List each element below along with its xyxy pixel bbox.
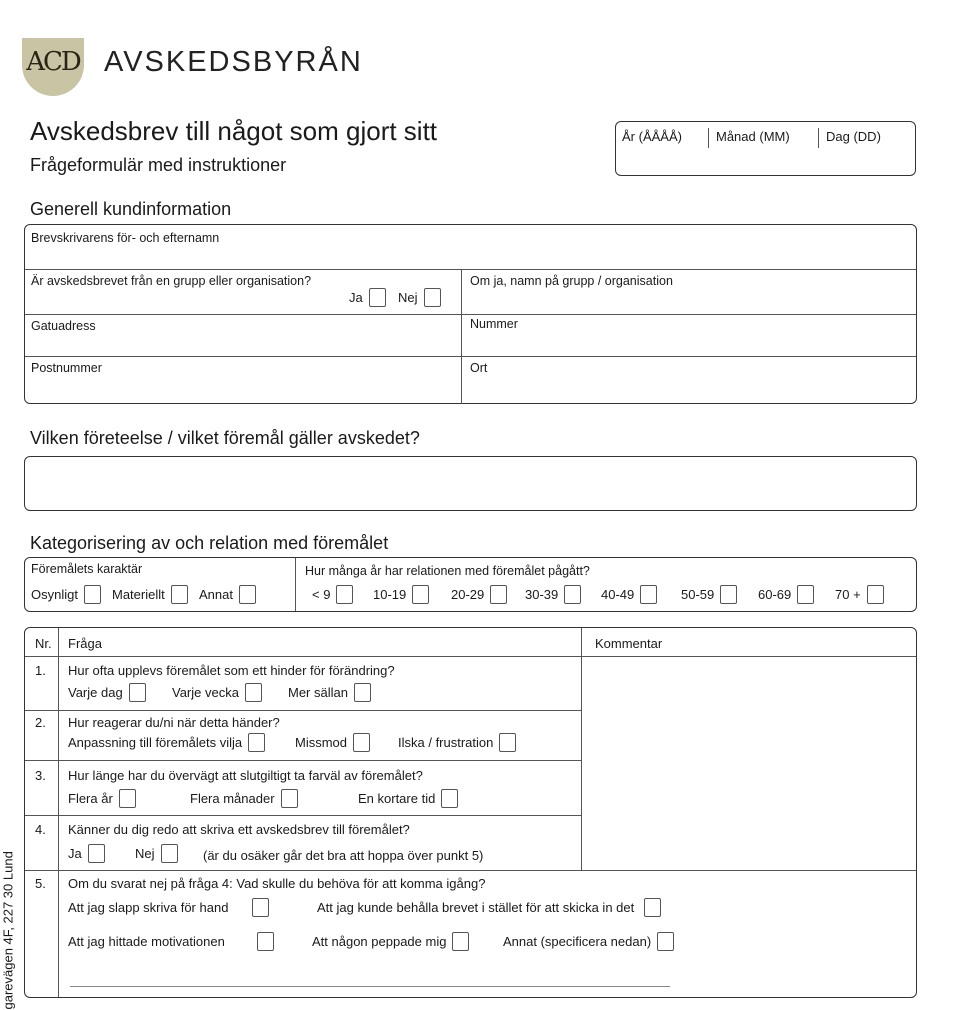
- checkbox[interactable]: [499, 733, 516, 752]
- years-option[interactable]: 30-39: [525, 585, 581, 604]
- question-2-nr: 2.: [35, 715, 46, 730]
- q1-option[interactable]: Mer sällan: [288, 683, 371, 702]
- categorization-heading: Kategorisering av och relation med föremålet: [30, 533, 389, 553]
- checkbox[interactable]: [129, 683, 146, 702]
- row-divider: [25, 269, 916, 270]
- q5-option[interactable]: Att jag kunde behålla brevet i stället för att skicka in det: [317, 898, 661, 917]
- years-option[interactable]: 70 +: [835, 585, 884, 604]
- q1-option[interactable]: Varje vecka: [172, 683, 262, 702]
- years-option[interactable]: 10-19: [373, 585, 429, 604]
- logo-badge: [22, 38, 84, 96]
- col-divider: [461, 269, 462, 404]
- checkbox[interactable]: [441, 789, 458, 808]
- q5-option[interactable]: Annat (specificera nedan): [503, 932, 674, 951]
- date-box[interactable]: [615, 121, 916, 176]
- checkbox[interactable]: [490, 585, 507, 604]
- q4-option[interactable]: Ja: [68, 844, 105, 863]
- date-divider: [708, 128, 709, 148]
- checkbox[interactable]: [281, 789, 298, 808]
- q1-option[interactable]: Varje dag: [68, 683, 146, 702]
- specify-line[interactable]: [70, 986, 670, 987]
- col-divider: [58, 628, 59, 997]
- character-option-invisible[interactable]: Osynligt: [31, 585, 101, 604]
- checkbox[interactable]: [452, 932, 469, 951]
- general-heading: Generell kundinformation: [30, 199, 232, 219]
- col-header-comment: Kommentar: [595, 636, 663, 651]
- years-option[interactable]: < 9: [312, 585, 353, 604]
- checkbox[interactable]: [171, 585, 188, 604]
- checkbox[interactable]: [248, 733, 265, 752]
- question-5-text: Om du svarat nej på fråga 4: Vad skulle du behöva för att komma igång?: [68, 876, 486, 891]
- q3-option[interactable]: Flera år: [68, 789, 136, 808]
- question-4-text: Känner du dig redo att skriva ett avskedsbrev till föremålet?: [68, 822, 410, 837]
- group-name-label: Om ja, namn på grupp / organisation: [470, 274, 673, 288]
- q5-option[interactable]: Att jag hittade motivationen: [68, 932, 274, 951]
- number-label: Nummer: [470, 317, 518, 331]
- q2-option[interactable]: Anpassning till föremålets vilja: [68, 733, 265, 752]
- general-info-box: [24, 224, 917, 404]
- checkbox[interactable]: [657, 932, 674, 951]
- group-question-label: Är avskedsbrevet från en grupp eller organisation?: [31, 274, 312, 288]
- q3-option[interactable]: En kortare tid: [358, 789, 458, 808]
- date-year-label: År (ÅÅÅÅ): [622, 129, 682, 144]
- q2-option[interactable]: Ilska / frustration: [398, 733, 516, 752]
- checkbox[interactable]: [257, 932, 274, 951]
- years-option[interactable]: 50-59: [681, 585, 737, 604]
- checkbox[interactable]: [720, 585, 737, 604]
- character-option-material[interactable]: Materiellt: [112, 585, 188, 604]
- character-label: Föremålets karaktär: [31, 562, 143, 576]
- q3-option[interactable]: Flera månader: [190, 789, 298, 808]
- street-label: Gatuadress: [31, 319, 96, 333]
- checkbox[interactable]: [245, 683, 262, 702]
- q4-note: (är du osäker går det bra att hoppa över punkt 5): [203, 848, 484, 863]
- row-divider: [25, 760, 581, 761]
- object-input-box[interactable]: [24, 456, 917, 511]
- years-option[interactable]: 60-69: [758, 585, 814, 604]
- question-2-text: Hur reagerar du/ni när detta händer?: [68, 715, 280, 730]
- row-divider: [25, 710, 581, 711]
- group-no-option[interactable]: Nej: [398, 288, 441, 307]
- question-5-nr: 5.: [35, 876, 46, 891]
- checkbox[interactable]: [84, 585, 101, 604]
- years-option[interactable]: 20-29: [451, 585, 507, 604]
- questions-table: [24, 627, 917, 998]
- checkbox[interactable]: [119, 789, 136, 808]
- checkbox[interactable]: [239, 585, 256, 604]
- checkbox[interactable]: [640, 585, 657, 604]
- question-1-nr: 1.: [35, 663, 46, 678]
- question-3-nr: 3.: [35, 768, 46, 783]
- character-option-other[interactable]: Annat: [199, 585, 256, 604]
- categorization-box: [24, 557, 917, 612]
- checkbox[interactable]: [336, 585, 353, 604]
- row-divider: [25, 314, 916, 315]
- checkbox[interactable]: [88, 844, 105, 863]
- row-divider: [25, 815, 581, 816]
- page-title: Avskedsbrev till något som gjort sitt: [30, 116, 438, 146]
- question-1-text: Hur ofta upplevs föremålet som ett hinder för förändring?: [68, 663, 395, 678]
- checkbox[interactable]: [353, 733, 370, 752]
- col-header-question: Fråga: [68, 636, 102, 651]
- date-day-label: Dag (DD): [826, 129, 881, 144]
- page-subtitle: Frågeformulär med instruktioner: [30, 155, 287, 175]
- checkbox[interactable]: [644, 898, 661, 917]
- q5-option[interactable]: Att någon peppade mig: [312, 932, 469, 951]
- checkbox[interactable]: [161, 844, 178, 863]
- checkbox[interactable]: [797, 585, 814, 604]
- brand-name: AVSKEDSBYRÅN: [104, 46, 363, 78]
- object-heading: Vilken företeelse / vilket föremål gäller avskedet?: [30, 428, 420, 448]
- side-address: garevägen 4F, 227 30 Lund: [0, 851, 16, 1010]
- q5-option[interactable]: Att jag slapp skriva för hand: [68, 898, 269, 917]
- row-divider: [25, 870, 916, 871]
- checkbox[interactable]: [867, 585, 884, 604]
- col-divider: [581, 628, 582, 870]
- logo-monogram: AⅭⅮ: [26, 47, 80, 77]
- city-label: Ort: [470, 361, 488, 375]
- question-3-text: Hur länge har du övervägt att slutgiltigt ta farväl av föremålet?: [68, 768, 423, 783]
- q2-option[interactable]: Missmod: [295, 733, 370, 752]
- row-divider: [25, 356, 916, 357]
- checkbox[interactable]: [354, 683, 371, 702]
- years-label: Hur många år har relationen med föremålet pågått?: [305, 564, 590, 578]
- postcode-label: Postnummer: [31, 361, 102, 375]
- date-divider: [818, 128, 819, 148]
- checkbox[interactable]: [369, 288, 386, 307]
- header-divider: [25, 656, 916, 657]
- years-option[interactable]: 40-49: [601, 585, 657, 604]
- date-month-label: Månad (MM): [716, 129, 790, 144]
- q4-option[interactable]: Nej: [135, 844, 178, 863]
- col-header-nr: Nr.: [35, 636, 52, 651]
- col-divider: [295, 558, 296, 611]
- writer-name-label: Brevskrivarens för- och efternamn: [31, 231, 220, 245]
- question-4-nr: 4.: [35, 822, 46, 837]
- checkbox[interactable]: [252, 898, 269, 917]
- checkbox[interactable]: [412, 585, 429, 604]
- checkbox[interactable]: [564, 585, 581, 604]
- group-yes-option[interactable]: Ja: [349, 288, 386, 307]
- checkbox[interactable]: [424, 288, 441, 307]
